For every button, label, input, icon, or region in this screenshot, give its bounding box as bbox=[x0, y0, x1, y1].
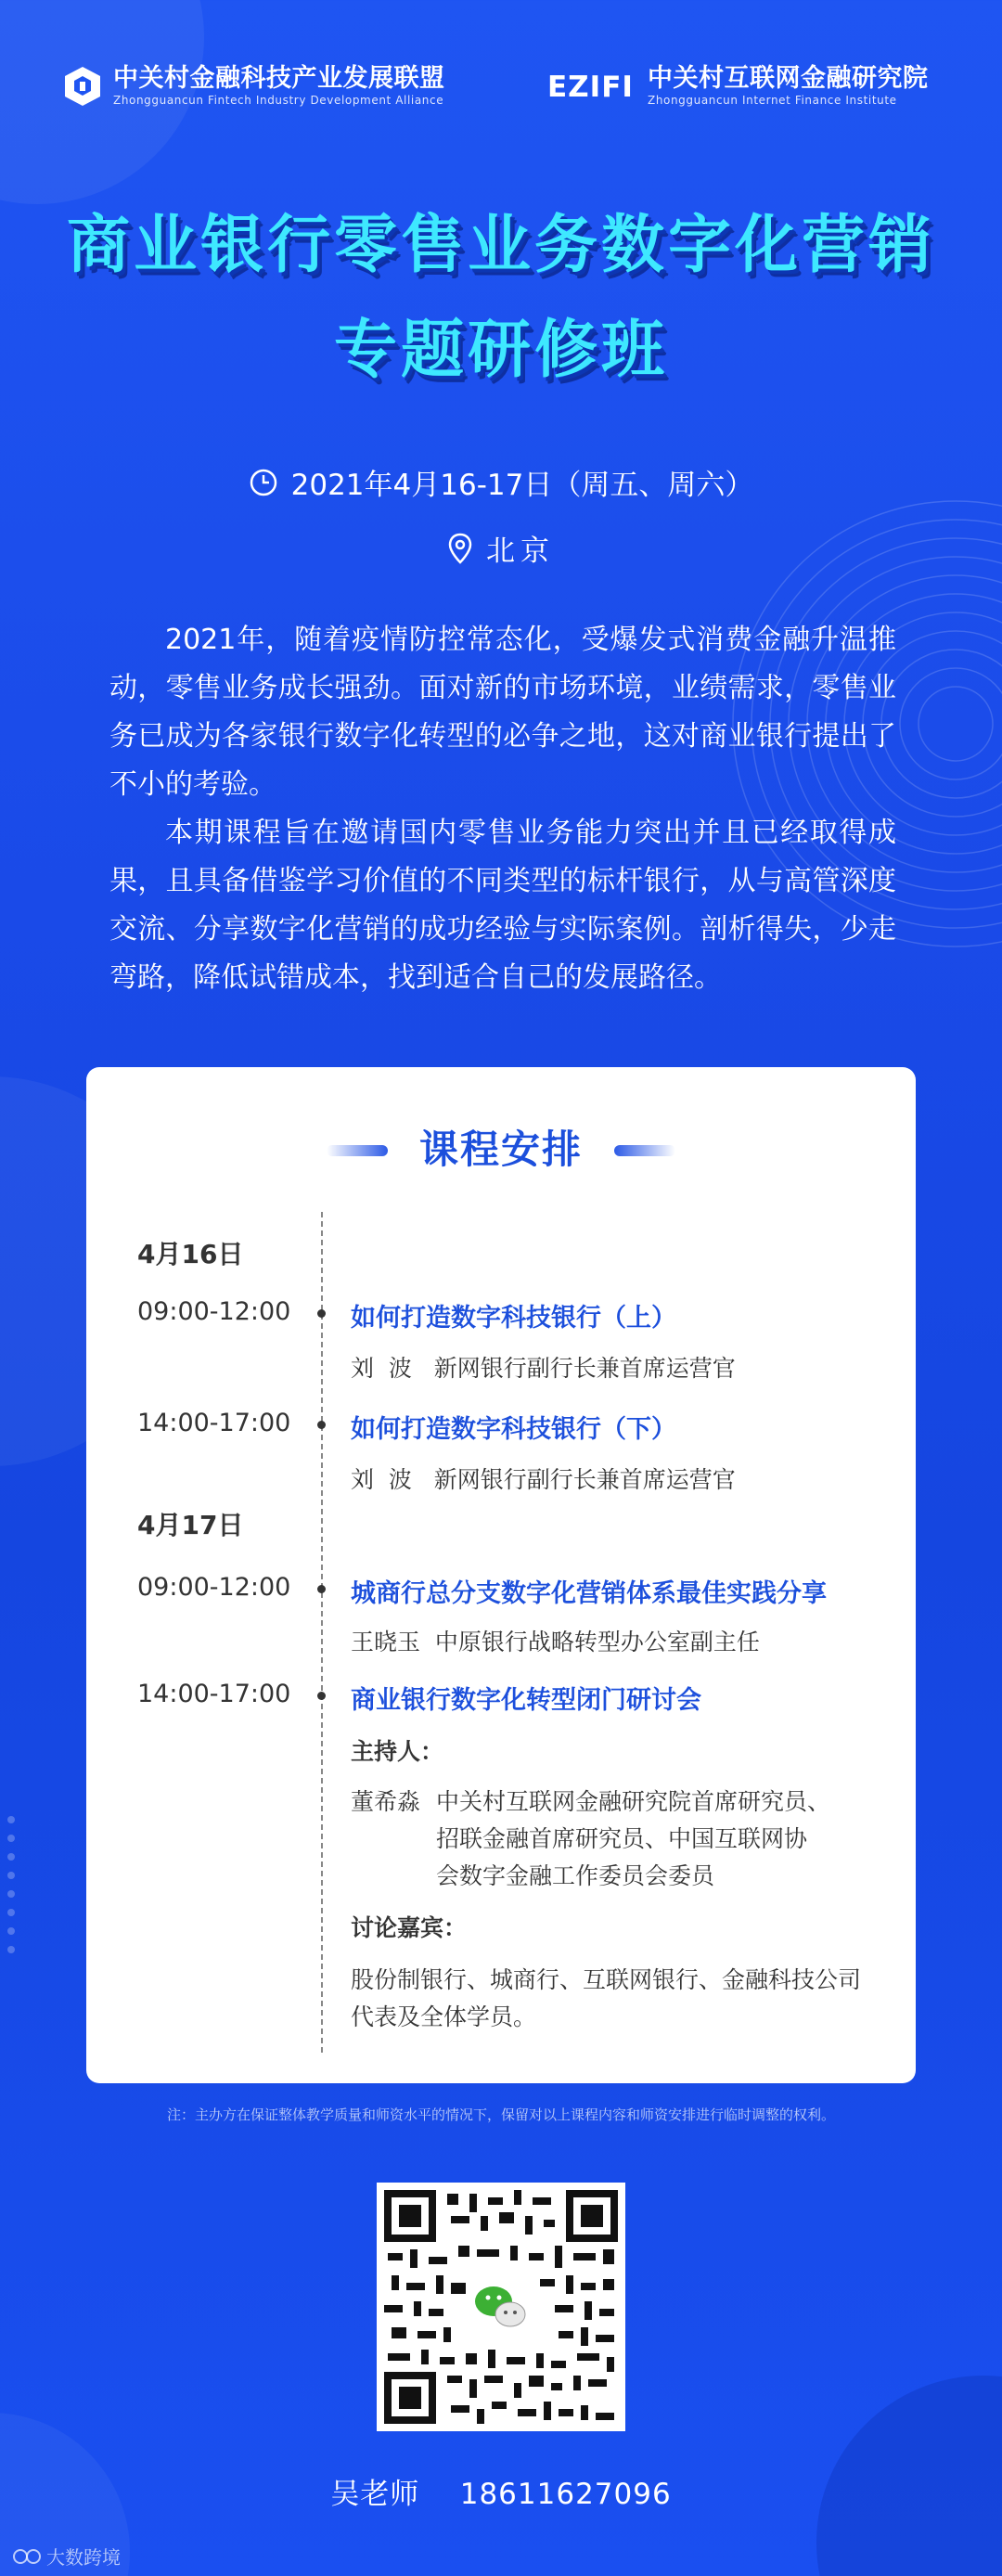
watermark-logo-icon bbox=[11, 2547, 43, 2566]
dots-decoration bbox=[6, 1814, 28, 2000]
guest-text: 股份制银行、城商行、互联网银行、金融科技公司 bbox=[351, 1966, 862, 1993]
event-date bbox=[0, 461, 1002, 503]
location-pin-icon bbox=[447, 533, 473, 564]
host-title: 会数字金融工作委员会委员 bbox=[436, 1862, 715, 1889]
alliance-logo bbox=[61, 65, 445, 108]
session-topic: 如何打造数字科技银行（上） bbox=[351, 1304, 676, 1333]
institute-logo bbox=[547, 65, 929, 108]
session-topic: 商业银行数字化转型闭门研讨会 bbox=[351, 1686, 701, 1715]
timeline-dot bbox=[317, 1309, 326, 1318]
watermark-text: 大数跨境 bbox=[46, 2546, 121, 2569]
qr-code-pattern bbox=[384, 2190, 618, 2424]
intro-paragraph: 本期课程旨在邀请国内零售业务能力突出并且已经取得成果，且具备借鉴学习价值的不同类型的标杆银行，从与高管深度交流、分享数字化营销的成功经验与实际案例。剖析得失，少走弯路，降低试错成本，找到适合自己的发展路径。 bbox=[109, 817, 896, 994]
day-date: 4月16日 bbox=[137, 1239, 244, 1269]
clock-icon bbox=[249, 468, 278, 497]
timeline-dot bbox=[317, 1692, 326, 1700]
host-title: 招联金融首席研究员、中国互联网协 bbox=[436, 1825, 808, 1852]
session-speaker: 刘 波 新网银行副行长兼首席运营官 bbox=[351, 1466, 736, 1493]
page-title-line2: 专题研修班 bbox=[333, 314, 668, 387]
session-speaker: 王晓玉 中原银行战略转型办公室副主任 bbox=[351, 1629, 760, 1655]
guest-label: 讨论嘉宾： bbox=[351, 1914, 468, 1941]
guest-text: 代表及全体学员。 bbox=[351, 2003, 537, 2030]
institute-name-en: Zhongguancun Internet Finance Institute bbox=[648, 94, 897, 107]
intro-text bbox=[109, 616, 896, 1002]
session-speaker: 刘 波 新网银行副行长兼首席运营官 bbox=[351, 1355, 736, 1382]
ezifi-logo bbox=[547, 68, 640, 105]
timeline-dot bbox=[317, 1421, 326, 1429]
title-decoration-right bbox=[614, 1145, 675, 1156]
session-time: 14:00-17:00 bbox=[137, 1680, 291, 1708]
event-date-text: 2021年4月16-17日（周五、周六） bbox=[290, 469, 754, 502]
event-location bbox=[0, 527, 1002, 569]
session-topic: 城商行总分支数字化营销体系最佳实践分享 bbox=[351, 1579, 827, 1608]
disclaimer-note: 注：主办方在保证整体教学质量和师资水平的情况下，保留对以上课程内容和师资安排进行临时调整的权利。 bbox=[166, 2106, 835, 2123]
wechat-qr-code[interactable] bbox=[377, 2183, 625, 2431]
host-name: 董希淼 bbox=[351, 1788, 421, 1815]
event-location-text: 北京 bbox=[486, 535, 555, 568]
host-label: 主持人： bbox=[351, 1738, 444, 1765]
host-title: 中关村互联网金融研究院首席研究员、 bbox=[436, 1788, 831, 1815]
session-topic: 如何打造数字科技银行（下） bbox=[351, 1415, 676, 1444]
session-time: 09:00-12:00 bbox=[137, 1573, 291, 1602]
alliance-logo-icon bbox=[61, 65, 104, 108]
schedule-title: 课程安排 bbox=[418, 1127, 583, 1172]
ezifi-logo-text: EZIFI bbox=[547, 71, 634, 104]
page-title-line1: 商业银行零售业务数字化营销 bbox=[66, 209, 935, 282]
timeline-line bbox=[321, 1212, 323, 2053]
alliance-name-en: Zhongguancun Fintech Industry Development Alliance bbox=[113, 94, 444, 107]
institute-name-cn: 中关村互联网金融研究院 bbox=[648, 64, 929, 93]
contact-info: 吴老师 18611627096 bbox=[330, 2478, 672, 2511]
intro-paragraph: 2021年，随着疫情防控常态化，受爆发式消费金融升温推动，零售业务成长强劲。面对新的市场环境，业绩需求，零售业务已成为各家银行数字化转型的必争之地，这对商业银行提出了不小的考验。 bbox=[109, 624, 896, 801]
alliance-name-cn: 中关村金融科技产业发展联盟 bbox=[113, 64, 445, 93]
session-time: 09:00-12:00 bbox=[137, 1297, 291, 1326]
watermark bbox=[11, 2543, 121, 2570]
day-date: 4月17日 bbox=[137, 1510, 244, 1540]
session-time: 14:00-17:00 bbox=[137, 1409, 291, 1437]
timeline-dot bbox=[317, 1585, 326, 1593]
